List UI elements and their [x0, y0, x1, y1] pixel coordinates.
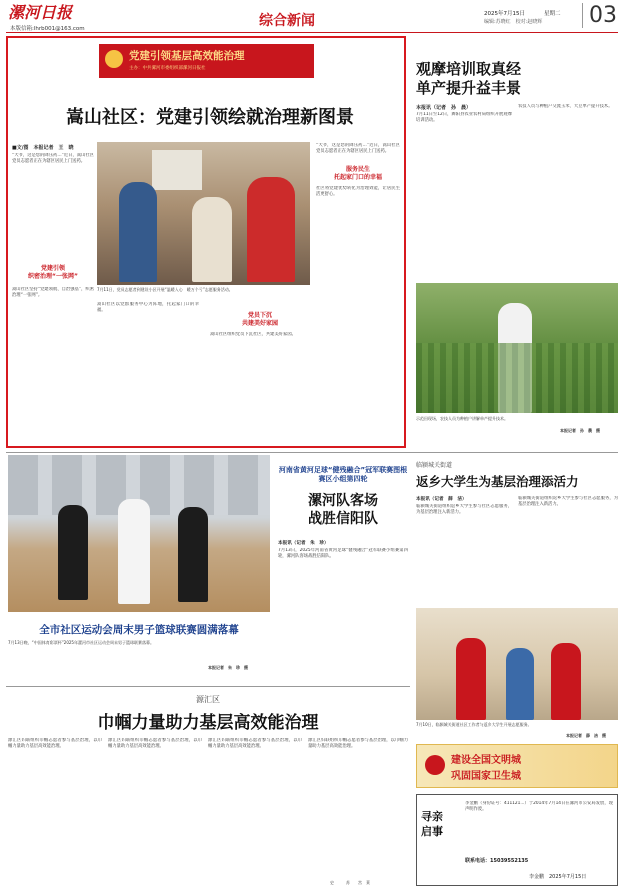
- right-mid-caption: 7月10日，临颍城关街道社区工作者与返乡大学生开展志愿服务。: [416, 722, 532, 727]
- section-divider-1: [6, 452, 618, 453]
- photo-person-2: [192, 197, 232, 282]
- issue-date: 2025年7月15日: [484, 11, 525, 17]
- ad-badge-icon: [425, 755, 445, 775]
- banner-title: 党建引领基层高效能治理: [129, 50, 245, 62]
- feature-text-col4b: 社区将党建优势转化为治理效能，让居民生活更舒心。: [316, 186, 400, 198]
- feature-text-col2: 嵩山社区以党群服务中心为阵地，托起家门口的幸福。: [97, 302, 199, 314]
- party-emblem-icon: [105, 50, 123, 68]
- masthead: [6, 3, 618, 33]
- right-top-photo: [416, 283, 618, 413]
- basketball-caption: 7月13日晚，“中国体育彩票杯”2025年漯河市社区运动会周末男子篮球联赛落幕。: [8, 640, 154, 645]
- right-top-byline: 本报讯（记者 孙 晨）: [416, 105, 472, 111]
- issue-weekday: 星期二: [544, 11, 561, 17]
- notice-title: 寻亲 启事: [421, 810, 443, 838]
- bottom-sign: 史 苏 宫 莱: [330, 880, 370, 885]
- bottom-kicker: 源汇区: [196, 695, 220, 704]
- bottom-headline: 巾帼力量助力基层高效能治理: [97, 713, 319, 733]
- right-top-credit: 本报记者 孙 晨 摄: [560, 428, 600, 433]
- bottom-text-1: 源汇区妇联组织巾帼志愿者参与基层治理，以巾帼力量助力基层高效能治理。: [8, 738, 102, 750]
- photo-volunteer-2: [506, 648, 534, 720]
- paper-logo: 漯河日报: [8, 3, 73, 22]
- feature-subhead-3: 党员下沉 共建美好家园: [241, 312, 278, 327]
- feature-photo: [97, 142, 310, 285]
- feature-photo-caption: 7月11日，党员志愿者到建设小区开展“温暖入心 暖万个亏”志愿服务活动。: [97, 287, 233, 292]
- page-number: 03: [582, 3, 617, 28]
- soccer-headline: 漯河队客场 战胜信阳队: [308, 493, 378, 527]
- photo-corn-stalks: [416, 343, 618, 413]
- ad-line-1: 建设全国文明城: [451, 755, 521, 766]
- right-mid-headline: 返乡大学生为基层治理添活力: [416, 474, 579, 489]
- party-banner: [99, 44, 314, 78]
- bottom-text-2: 源汇区妇联组织巾帼志愿者参与基层治理，以巾帼力量助力基层高效能治理。: [108, 738, 202, 750]
- photo-volunteer-3: [551, 643, 581, 720]
- banner-subtitle: 主办：中共漯河市委组织部漯河日报社: [129, 66, 206, 71]
- photo-person-1: [119, 182, 157, 282]
- basketball-photo: [8, 455, 270, 612]
- right-mid-text-1: 临颍城关街道组织返乡大学生参与社区志愿服务，为基层治理注入新活力。: [416, 504, 512, 516]
- feature-byline: ■文/图 本报记者 王 晓: [12, 145, 74, 151]
- section-divider-2: [6, 686, 410, 687]
- soccer-kicker: 河南省黄河足球“健残融合”冠军联赛图根赛区小组第四轮: [278, 466, 408, 483]
- notice-phone: 联系电话：15039552135: [465, 858, 529, 864]
- feature-text-col3: 嵩山社区组织党员下沉社区，共建美好家园。: [210, 332, 296, 337]
- photo-player-3: [178, 507, 208, 602]
- right-top-text-2: 农技人员与种植户交流玉米、大豆单产提升技术。: [518, 104, 613, 109]
- feature-subhead-2: 服务民生 托起家门口的幸福: [333, 166, 382, 181]
- photo-volunteer-1: [456, 638, 486, 720]
- basketball-headline: 全市社区运动会周末男子篮球联赛圆满落幕: [39, 624, 239, 636]
- civility-ad: [416, 744, 618, 788]
- right-mid-kicker: 临颍城关街道: [416, 462, 453, 469]
- notice-credit: 李金鹏 2025年7月15日: [529, 874, 587, 880]
- photo-player-1: [58, 505, 88, 600]
- feature-headline: 嵩山社区：党建引领绘就治理新图景: [66, 107, 354, 128]
- right-top-headline: 观摩培训取真经 单产提升益丰景: [416, 60, 522, 97]
- right-top-text-1: 7月11日至12日，舞阳县农业农村局组织开展观摩培训活动。: [416, 112, 512, 124]
- photo-window: [152, 150, 202, 190]
- feature-text-col1a: “大爷，这是您的降压药…”近日，嵩山社区党员志愿者正在为辖区居民上门送药。: [12, 153, 94, 165]
- basketball-credit: 本报记者 朱 珍 摄: [208, 665, 248, 670]
- ad-line-2: 巩固国家卫生城: [451, 771, 521, 782]
- right-top-caption: 示范田现场，农技人员为种植户讲解单产提升技术。: [416, 416, 508, 421]
- notice-body: 李金鹏（身份证号：411121...）于2014年7月14日在漯河市公安局发放，现声明作废。: [465, 801, 613, 813]
- masthead-email: 本版信箱:lhrb001@163.com: [10, 26, 85, 32]
- right-mid-byline: 本报讯（记者 薛 洁）: [416, 497, 467, 502]
- bottom-text-3: 源汇区妇联组织巾帼志愿者参与基层治理，以巾帼力量助力基层高效能治理。: [208, 738, 302, 750]
- notice-box: [416, 794, 618, 886]
- feature-text-col4a: “大爷，这是您的降压药…”近日，嵩山社区党员志愿者正在为辖区居民上门送药。: [316, 143, 400, 155]
- photo-person-3: [247, 177, 295, 282]
- bottom-text-4: 源汇区妇联组织巾帼志愿者参与基层治理，以巾帼力量助力基层高效能治理。: [308, 738, 408, 750]
- right-mid-photo: [416, 608, 618, 720]
- page-editors: 编辑:苏晓红 校对:赵晓辉: [484, 19, 543, 25]
- photo-player-2: [118, 499, 150, 604]
- section-title: 综合新闻: [259, 13, 315, 29]
- feature-text-col1b: 嵩山社区坚持“党建领航、自治强基”，织密治理“一张网”。: [12, 287, 94, 299]
- soccer-byline: 本报讯（记者 朱 珍）: [278, 541, 329, 546]
- soccer-text: 7月13日，2025年河南省黄河足球“健残融合”冠军联赛小组赛第四轮，漯河队客场战胜信阳队。: [278, 548, 408, 560]
- right-mid-text-2: 临颍城关街道组织返乡大学生参与社区志愿服务，为基层治理注入新活力。: [518, 496, 618, 508]
- feature-subhead-1: 党建引领 织密治理“一张网”: [28, 265, 78, 280]
- masthead-rule: [6, 32, 618, 33]
- right-mid-credit: 本报记者 薛 洁 摄: [566, 733, 606, 738]
